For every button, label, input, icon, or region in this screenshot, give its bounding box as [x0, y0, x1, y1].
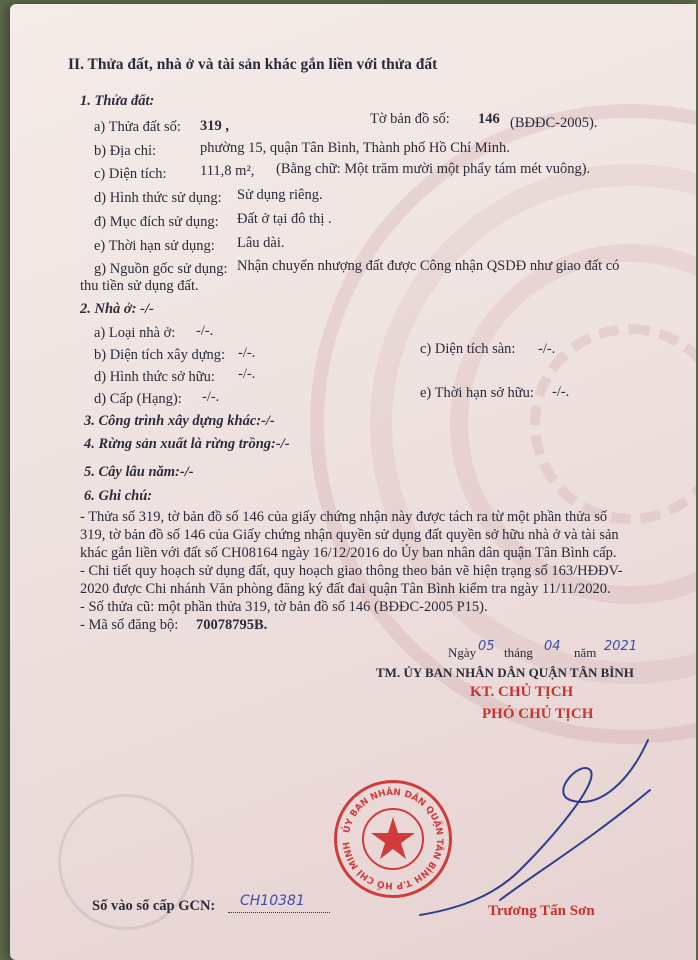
- kt-chairman: KT. CHỦ TỊCH: [470, 684, 574, 700]
- date-month-word: tháng: [504, 645, 533, 660]
- term-value: Lâu dài.: [237, 235, 285, 251]
- date-day: 05: [478, 639, 495, 654]
- floor-area-label: c) Diện tích sàn:: [420, 341, 516, 357]
- term-label: e) Thời hạn sử dụng:: [94, 238, 215, 254]
- registration-value: 70078795B.: [196, 617, 268, 633]
- land-heading: 1. Thửa đất:: [80, 93, 155, 109]
- issuing-org: TM. ỦY BAN NHÂN DÂN QUẬN TÂN BÌNH: [376, 665, 634, 680]
- note-line: khác gắn liền với đất số CH08164 ngày 16/12/2016 do Ủy ban nhân dân quận Tân Bình cấp.: [80, 545, 617, 561]
- ownership-label: d) Hình thức sở hữu:: [94, 369, 215, 385]
- vice-chairman: PHÓ CHỦ TỊCH: [482, 706, 594, 722]
- date-month: 04: [544, 639, 561, 654]
- address-value: phường 15, quận Tân Bình, Thành phố Hồ Chí Minh.: [200, 140, 510, 156]
- usage-form-value: Sử dụng riêng.: [237, 187, 323, 203]
- area-label: c) Diện tích:: [94, 166, 167, 182]
- date-year-word: năm: [574, 645, 597, 660]
- house-type-label: a) Loại nhà ở:: [94, 325, 176, 341]
- parcel-label: a) Thửa đất số:: [94, 119, 181, 135]
- note-line: - Chi tiết quy hoạch sử dụng đất, quy hoạch giao thông theo bản vẽ hiện trạng số 163/HĐĐV-: [80, 563, 623, 579]
- notes-heading: 6. Ghi chú:: [84, 488, 153, 504]
- date-year: 2021: [604, 639, 638, 654]
- note-line: 2020 được Chi nhánh Văn phòng đăng ký đất đai quận Tân Bình kiểm tra ngày 11/11/2020.: [80, 581, 611, 597]
- ownership-value: -/-.: [238, 366, 256, 382]
- book-entry-underline: [228, 912, 330, 913]
- floor-area-value: -/-.: [538, 341, 556, 357]
- book-entry-value: CH10381: [240, 893, 305, 909]
- built-area-label: b) Diện tích xây dựng:: [94, 347, 226, 363]
- usage-form-label: d) Hình thức sử dụng:: [94, 190, 222, 206]
- construction-heading: 3. Công trình xây dựng khác:-/-: [84, 413, 275, 429]
- registration-label: - Mã số đăng bộ:: [80, 617, 179, 633]
- grade-value: -/-.: [202, 389, 220, 405]
- map-sheet-label: Tờ bản đồ số:: [370, 111, 450, 127]
- stamp-text: ỦY BAN NHÂN DÂN QUẬN TÂN BÌNH T.P HỒ CHÍ MINH: [341, 787, 445, 891]
- house-type-value: -/-.: [196, 323, 214, 339]
- ownership-term-value: -/-.: [552, 384, 570, 400]
- origin-continued: thu tiền sử dụng đất.: [80, 278, 199, 294]
- note-line: 319, tờ bản đồ số 146 của Giấy chứng nhận quyền sử dụng đất quyền sở hữu nhà ở và tài sản: [80, 527, 619, 543]
- origin-label: g) Nguồn gốc sử dụng:: [94, 261, 228, 277]
- purpose-label: đ) Mục đích sử dụng:: [94, 214, 219, 230]
- map-sheet-value: 146: [478, 111, 500, 127]
- origin-value: Nhận chuyển nhượng đất được Công nhận QSDĐ như giao đất có: [237, 258, 620, 274]
- area-words: (Bằng chữ: Một trăm mười một phẩy tám mét vuông).: [276, 161, 591, 177]
- map-sheet-note: (BĐĐC-2005).: [510, 115, 598, 131]
- note-line: - Thửa số 319, tờ bản đồ số 146 của giấy chứng nhận này được tách ra từ một phần thửa số: [80, 509, 608, 525]
- house-heading: 2. Nhà ở: -/-: [80, 301, 154, 317]
- built-area-value: -/-.: [238, 345, 256, 361]
- note-line: - Số thửa cũ: một phần thửa 319, tờ bản đồ số 146 (BĐĐC-2005 P15).: [80, 599, 488, 615]
- signer-name: Trương Tấn Sơn: [488, 903, 595, 919]
- forest-heading: 4. Rừng sản xuất là rừng trồng:-/-: [84, 436, 290, 452]
- ownership-term-label: e) Thời hạn sở hữu:: [420, 385, 534, 401]
- perennial-heading: 5. Cây lâu năm:-/-: [84, 464, 194, 480]
- date-prefix: Ngày: [448, 645, 477, 660]
- area-value: 111,8 m²,: [200, 163, 255, 179]
- address-label: b) Địa chỉ:: [94, 143, 157, 159]
- book-entry-label: Số vào số cấp GCN:: [92, 898, 216, 914]
- grade-label: d) Cấp (Hạng):: [94, 391, 182, 407]
- section-title: II. Thửa đất, nhà ở và tài sản khác gắn liền với thửa đất: [68, 56, 438, 73]
- parcel-value: 319 ,: [200, 118, 229, 134]
- official-seal: [334, 780, 452, 898]
- purpose-value: Đất ở tại đô thị .: [237, 211, 332, 227]
